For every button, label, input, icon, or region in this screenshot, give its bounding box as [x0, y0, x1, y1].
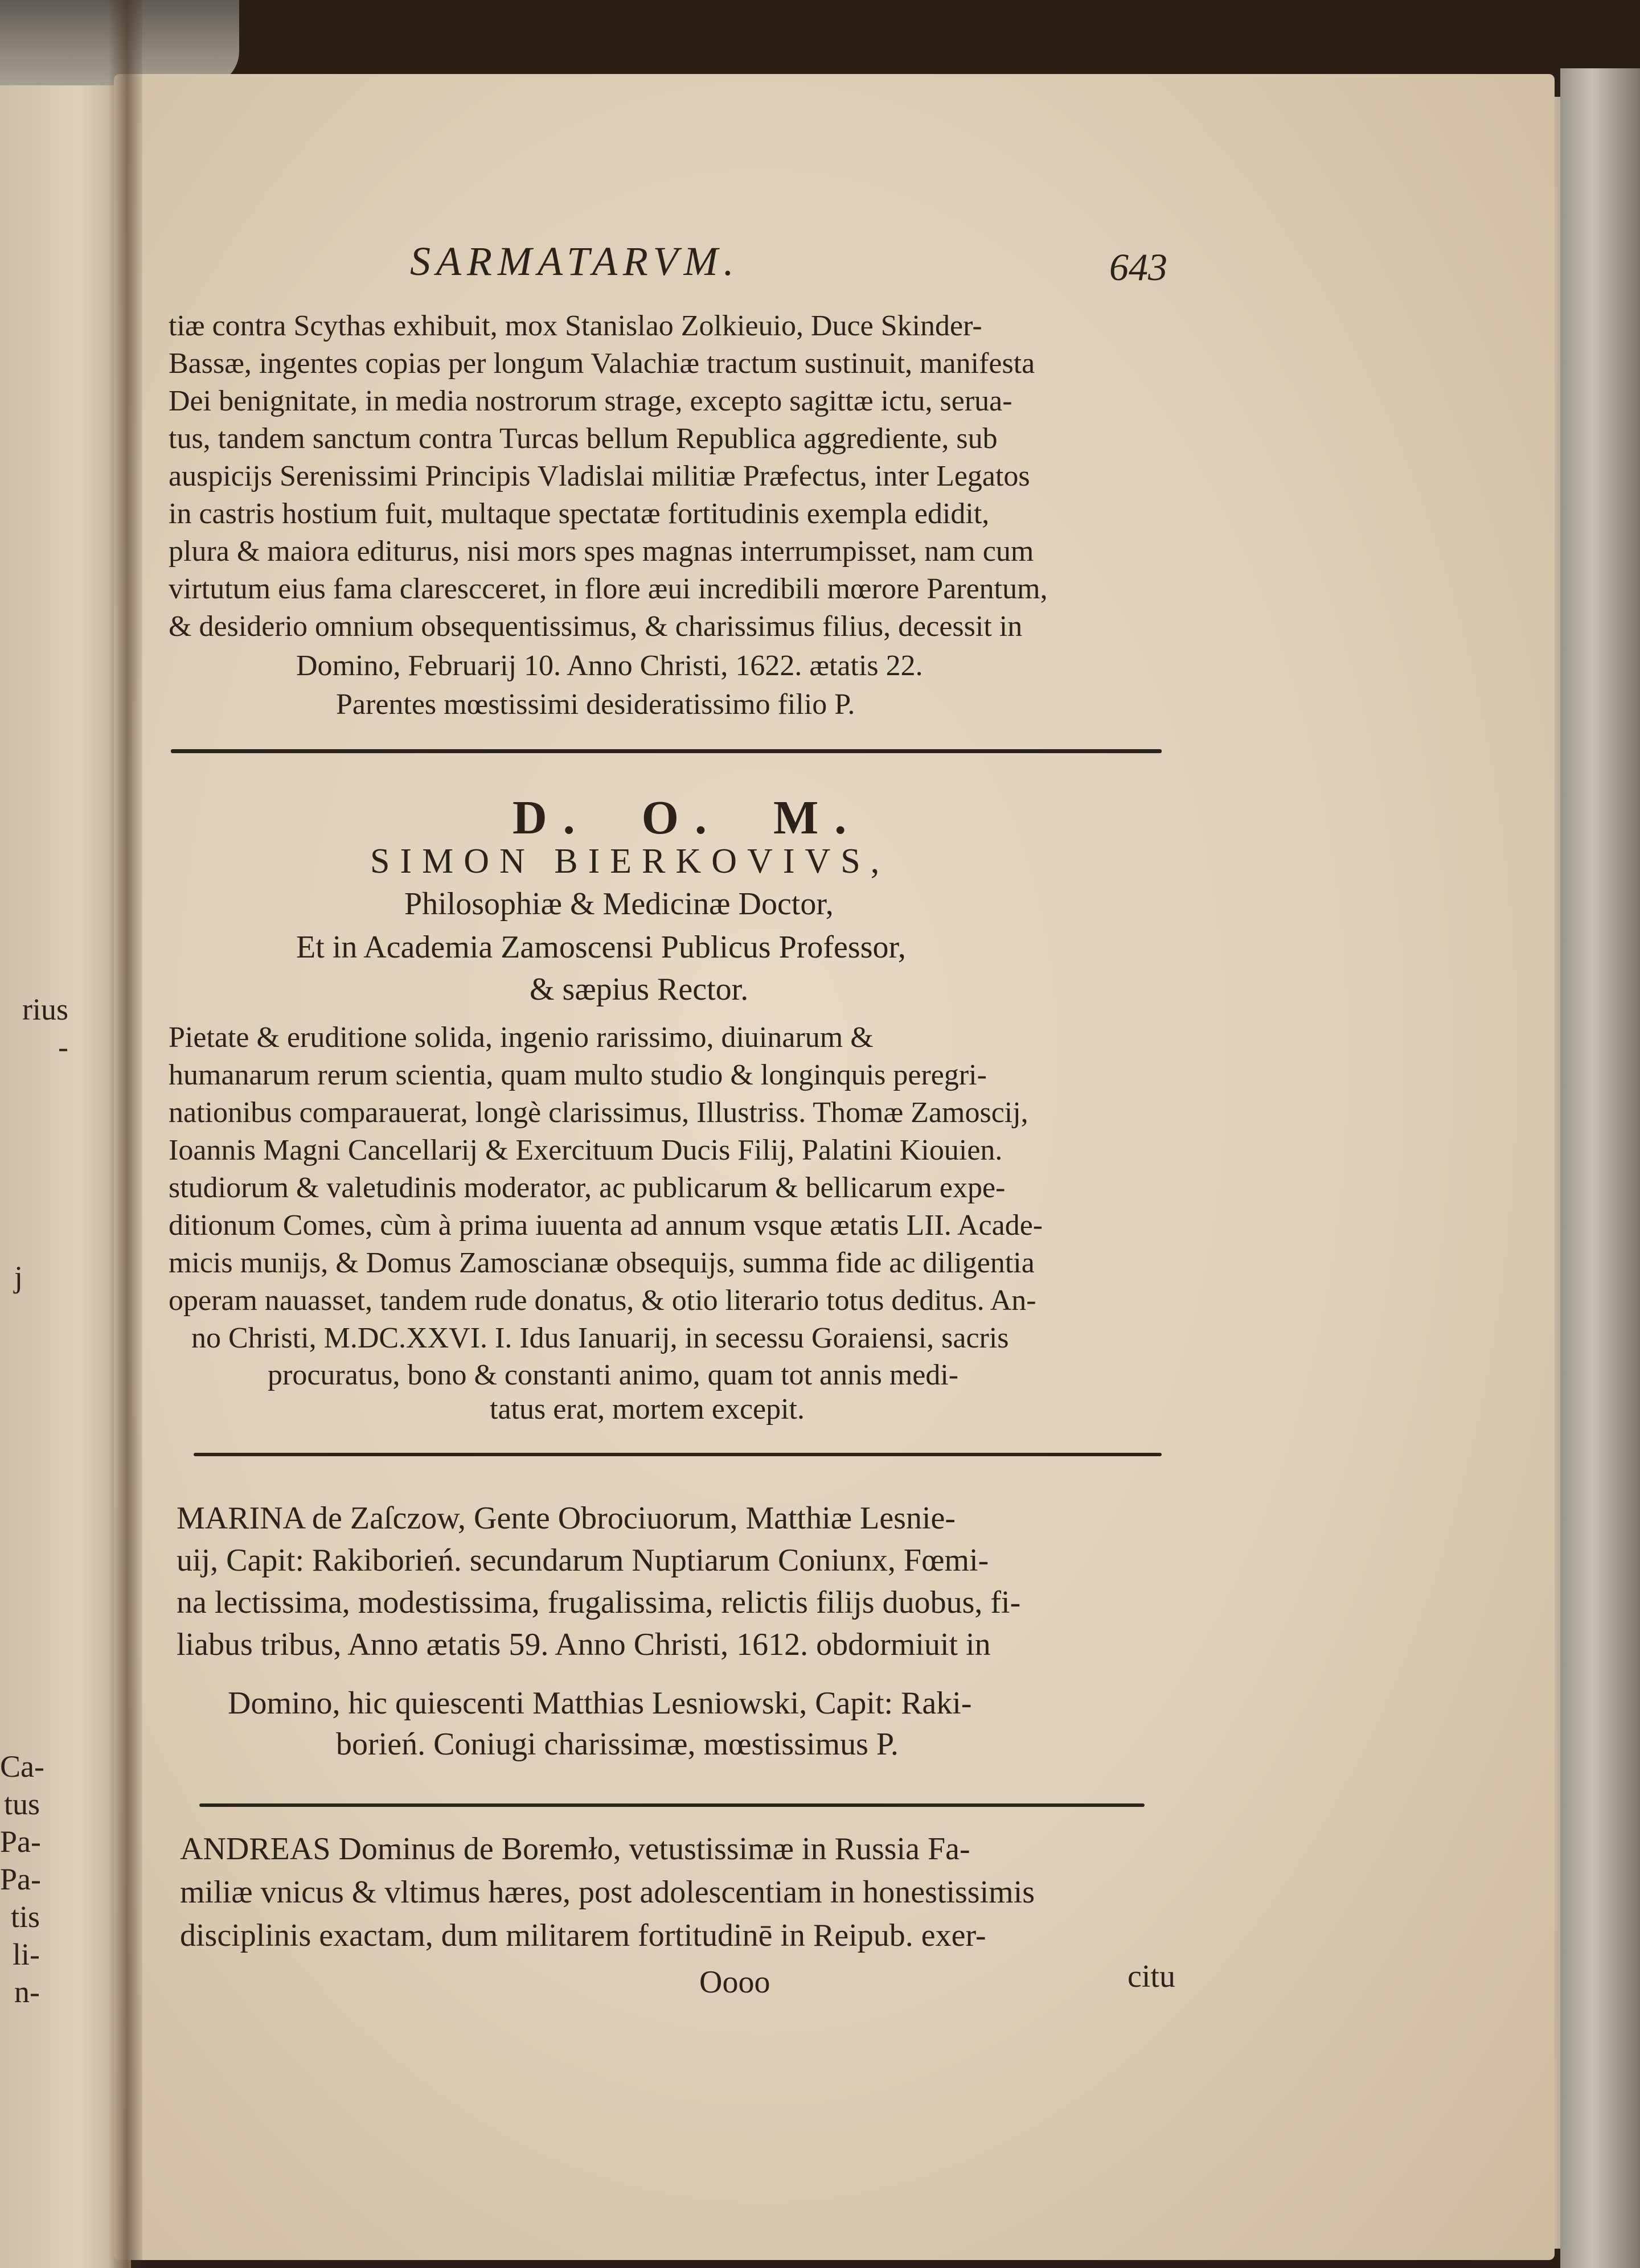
text-line: MARINA de Zaſczow, Gente Obrociuorum, Matthiæ Lesnie- [177, 1501, 956, 1536]
title-line: & sæpius Rector. [530, 972, 749, 1007]
text-line: & desiderio omnium obsequentissimus, & charissimus filius, decessit in [169, 610, 1023, 643]
text-line: nationibus comparauerat, longè clarissimus, Illustriss. Thomæ Zamoscij, [169, 1096, 1028, 1129]
margin-fragment [0, 1258, 23, 1296]
text-line: liabus tribus, Anno ætatis 59. Anno Christi, 1612. obdormiuit in [177, 1627, 991, 1662]
continuation-paragraph [169, 307, 1048, 646]
margin-text: rius [22, 992, 68, 1026]
text-line: in castris hostium fuit, multaque spectatæ fortitudinis exempla edidit, [169, 498, 990, 530]
dom-heading: D. O. M. [512, 791, 863, 844]
text-line: humanarum rerum scientia, quam multo studio & longinquis peregri- [169, 1059, 987, 1091]
text-line: Bassæ, ingentes copias per longum Valachiæ tractum sustinuit, manifesta [169, 347, 1035, 380]
text-line: Pietate & eruditione solida, ingenio rarissimo, diuinarum & [169, 1021, 874, 1054]
cover-edge [1560, 68, 1640, 2268]
epitaph-marina [177, 1497, 1020, 1666]
text-line: tus, tandem sanctum contra Turcas bellum Republica aggrediente, sub [169, 422, 998, 455]
text-line: operam nauasset, tandem rude donatus, & otio literario totus deditus. An- [169, 1284, 1036, 1317]
text-line: miliæ vnicus & vltimus hæres, post adolescentiam in honestissimis [180, 1875, 1035, 1910]
text-line: micis munijs, & Domus Zamoscianæ obsequijs, summa fide ac diligentia [169, 1247, 1035, 1279]
gutter-shadow [108, 0, 142, 2268]
text-line: auspicijs Serenissimi Principis Vladislai militiæ Præfectus, inter Legatos [169, 460, 1030, 492]
divider-rule [194, 1453, 1162, 1456]
text-line: studiorum & valetudinis moderator, ac publicarum & bellicarum expe- [169, 1172, 1006, 1204]
closing-line: Domino, hic quiescenti Matthias Lesniowski, Capit: Raki- [228, 1686, 972, 1721]
closing-line: borień. Coniugi charissimæ, mœstissimus P. [336, 1727, 899, 1762]
margin-text: j [14, 1260, 23, 1294]
margin-text: Ca- [0, 1749, 44, 1784]
text-line: na lectissima, modestissima, frugalissima, relictis filijs duobus, fi- [177, 1585, 1021, 1620]
margin-text: n- [14, 1975, 40, 2009]
margin-text: li- [13, 1937, 40, 1971]
epitaph-name: SIMON BIERKOVIVS, [370, 842, 890, 881]
date-line: Domino, Februarij 10. Anno Christi, 1622. ætatis 22. [296, 650, 923, 682]
margin-text: Pa- [0, 1825, 41, 1859]
divider-rule [171, 749, 1162, 753]
epitaph-andreas [180, 1827, 1035, 1957]
margin-fragment [0, 991, 68, 1066]
margin-text: Pa- [0, 1862, 41, 1896]
text-line: disciplinis exactam, dum militarem fortitudinē in Reipub. exer- [180, 1918, 986, 1953]
margin-text: tis [10, 1900, 40, 1934]
divider-rule [199, 1803, 1145, 1807]
margin-text: - [58, 1030, 68, 1064]
text-line: uij, Capit: Rakiborień. secundarum Nuptiarum Coniunx, Fœmi- [177, 1543, 989, 1578]
text-line: Ioannis Magni Cancellarij & Exercituum Ducis Filij, Palatini Kiouien. [169, 1134, 1003, 1166]
text-line: Dei benignitate, in media nostrorum strage, excepto sagittæ ictu, serua- [169, 385, 1012, 417]
text-line: ANDREAS Dominus de Boremło, vetustissimæ in Russia Fa- [180, 1831, 970, 1867]
catchword: citu [1128, 1959, 1175, 1994]
text-line: ditionum Comes, cùm à prima iuuenta ad annum vsque ætatis LII. Acade- [169, 1209, 1043, 1242]
margin-fragment-list [0, 1748, 44, 2011]
margin-text: tus [3, 1787, 40, 1821]
text-line: virtutum eius fama clarescceret, in flore æui incredibili mœrore Parentum, [169, 573, 1048, 605]
closing-line: procuratus, bono & constanti animo, quam tot annis medi- [268, 1359, 959, 1391]
title-line: Philosophiæ & Medicinæ Doctor, [404, 886, 834, 922]
text-line: plura & maiora editurus, nisi mors spes magnas interrumpisset, nam cum [169, 535, 1034, 568]
running-title: SARMATARVM. [410, 239, 740, 284]
closing-line: tatus erat, mortem excepit. [490, 1393, 805, 1425]
text-line: no Christi, M.DC.XXVI. I. Idus Ianuarij, in secessu Goraiensi, sacris [191, 1322, 1009, 1354]
signature-mark: Oooo [699, 1965, 770, 2000]
page-number: 643 [1109, 245, 1167, 289]
signature-line: Parentes mœstissimi desideratissimo filio P. [336, 688, 855, 721]
text-line: tiæ contra Scythas exhibuit, mox Stanislao Zolkieuio, Duce Skinder- [169, 310, 982, 342]
title-line: Et in Academia Zamoscensi Publicus Professor, [296, 930, 906, 965]
epitaph-body [169, 1019, 1043, 1357]
